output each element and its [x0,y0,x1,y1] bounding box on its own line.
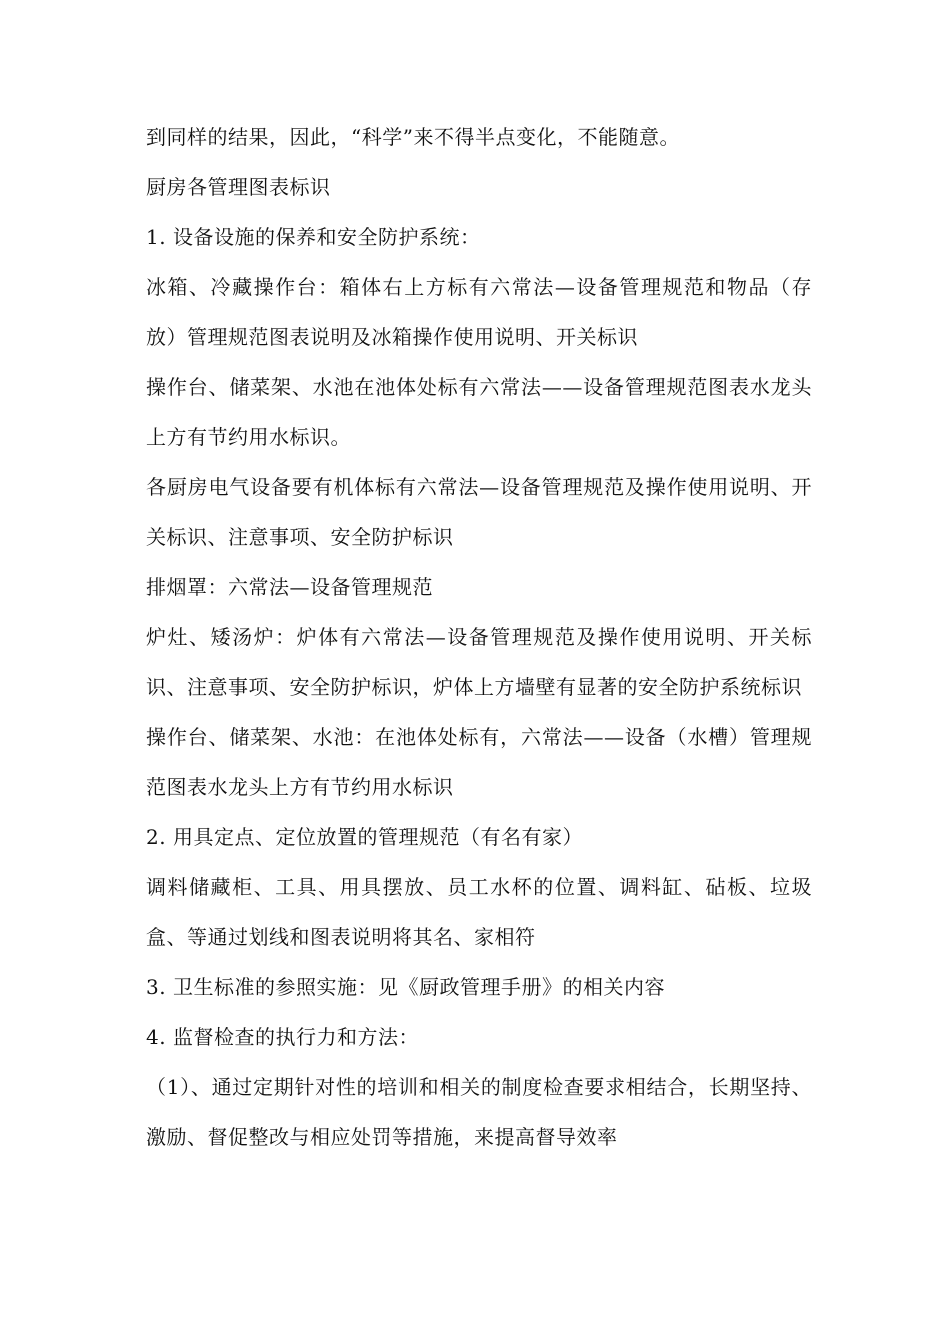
paragraph-hood: 排烟罩：六常法—设备管理规范 [146,575,433,599]
paragraph-fridge: 冰箱、冷藏操作台：箱体右上方标有六常法—设备管理规范和物品（存放）管理规范图表说明及冰箱操作使用说明、开关标识 [146,275,812,349]
item-heading-supervision: 4. 监督检查的执行力和方法： [146,1025,419,1049]
item-heading-hygiene: 3. 卫生标准的参照实施：见《厨政管理手册》的相关内容 [146,975,665,999]
paragraph-workbench-sink-2: 操作台、储菜架、水池：在池体处标有，六常法——设备（水槽）管理规范图表水龙头上方有节约用水标识 [146,725,812,799]
paragraph-tools: 调料储藏柜、工具、用具摆放、员工水杯的位置、调料缸、砧板、垃圾盒、等通过划线和图表说明将其名、家相符 [146,875,812,949]
paragraph-workbench-sink: 操作台、储菜架、水池在池体处标有六常法——设备管理规范图表水龙头上方有节约用水标识。 [146,375,812,449]
paragraph-electrical: 各厨房电气设备要有机体标有六常法—设备管理规范及操作使用说明、开关标识、注意事项、安全防护标识 [146,475,812,549]
document-body [146,112,812,1162]
paragraph-stove: 炉灶、矮汤炉：炉体有六常法—设备管理规范及操作使用说明、开关标识、注意事项、安全防护标识，炉体上方墙壁有显著的安全防护系统标识 [146,625,812,699]
section-heading-kitchen-charts: 厨房各管理图表标识 [146,175,331,199]
paragraph-supervision-1: （1）、通过定期针对性的培训和相关的制度检查要求相结合，长期坚持、激励、督促整改与相应处罚等措施，来提高督导效率 [146,1075,812,1149]
item-heading-tool-placement: 2. 用具定点、定位放置的管理规范（有名有家） [146,825,583,849]
item-heading-equipment-maintenance: 1. 设备设施的保养和安全防护系统： [146,225,481,249]
paragraph-continuation: 到同样的结果，因此，“科学”来不得半点变化，不能随意。 [146,125,680,149]
